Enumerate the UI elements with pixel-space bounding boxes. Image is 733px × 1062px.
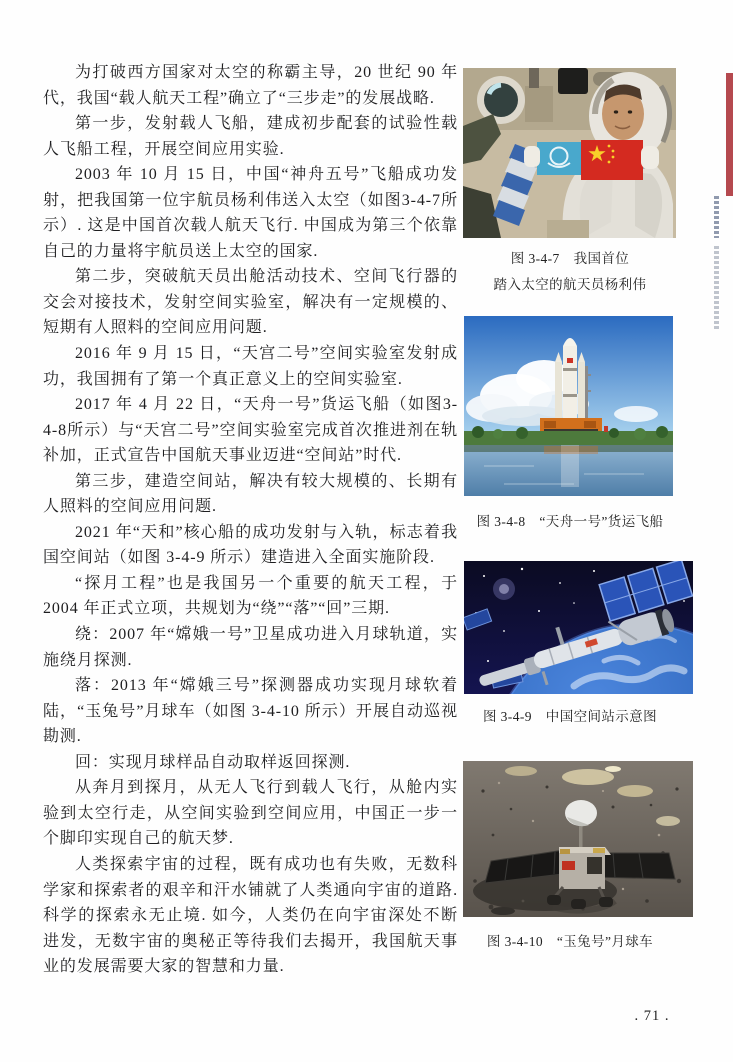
body-paragraph: 2021 年“天和”核心船的成功发射与入轨，标志着我国空间站（如图 3-4-9 所示）建造进入全面实施阶段. xyxy=(43,523,458,567)
body-paragraph: 落：2013 年“嫦娥三号”探测器成功实现月球软着陆，“玉兔号”月球车（如图 3-4-10 所示）开展自动巡视勘测. xyxy=(43,677,458,746)
figure-caption xyxy=(444,929,696,955)
main-text-column xyxy=(43,60,458,980)
page-number: . 71 . xyxy=(634,1008,670,1024)
edge-vertical-text-mark xyxy=(714,246,719,330)
caption-line: 图 3-4-8 “天舟一号”货运飞船 xyxy=(476,514,664,529)
chapter-marker-bar xyxy=(726,73,733,196)
body-paragraph: 从奔月到探月，从无人飞行到载人飞行，从舱内实验到太空行走，从空间实验到空间应用，中国正一步一个脚印实现自己的航天梦. xyxy=(43,779,458,848)
astronaut-yang-liwei-photo xyxy=(463,68,676,238)
yutu-lunar-rover-photo xyxy=(463,761,693,917)
edge-vertical-text-mark xyxy=(714,196,719,238)
china-space-station-illustration xyxy=(464,561,693,694)
body-paragraph: 2017 年 4 月 22 日，“天舟一号”货运飞船（如图3-4-8所示）与“天宫二号”空间实验室完成首次推进剂在轨补加，正式宣告中国航天事业迈进“空间站”时代. xyxy=(43,396,458,465)
figure-caption xyxy=(444,246,696,298)
body-paragraph: 2016 年 9 月 15 日，“天宫二号”空间实验室发射成功，我国拥有了第一个真正意义上的空间实验室. xyxy=(43,345,458,388)
figure-caption xyxy=(444,509,696,535)
body-paragraph: 人类探索宇宙的过程，既有成功也有失败，无数科学家和探索者的艰辛和汗水铺就了人类通向宇宙的道路. 科学的探索永无止境. 如今，人类仍在向宇宙深处不断进发，无数宇宙的奥秘正等待我们去揭开，我国航天事业的发展需要大家的智慧和力量. xyxy=(43,855,458,976)
caption-line: 图 3-4-10 “玉兔号”月球车 xyxy=(486,934,654,949)
body-paragraph: 第二步，突破航天员出舱活动技术、空间飞行器的交会对接技术，发射空间实验室，解决有一定规模的、短期有人照料的空间应用问题. xyxy=(43,268,458,337)
tianzhou-1-rocket-photo xyxy=(464,316,673,496)
caption-line: 图 3-4-7 我国首位 xyxy=(510,251,630,266)
caption-line: 踏入太空的航天员杨利伟 xyxy=(493,277,647,292)
caption-line: 图 3-4-9 中国空间站示意图 xyxy=(482,709,658,724)
body-paragraph: 2003 年 10 月 15 日，中国“神舟五号”飞船成功发射，把我国第一位宇航员杨利伟送入太空（如图3-4-7所示）. 这是中国首次载人航天飞行. 中国成为第三个依靠自己的力量将宇航员送上太空的国家. xyxy=(43,166,458,260)
body-paragraph: 第三步，建造空间站，解决有较大规模的、长期有人照料的空间应用问题. xyxy=(43,472,458,516)
body-paragraph: 回：实现月球样品自动取样返回探测. xyxy=(75,753,351,771)
body-paragraph: 第一步，发射载人飞船，建成初步配套的试验性载人飞船工程，开展空间应用实验. xyxy=(43,115,458,158)
body-paragraph: 为打破西方国家对太空的称霸主导，20 世纪 90 年代，我国“载人航天工程”确立了“三步走”的发展战略. xyxy=(43,64,458,107)
figure-caption xyxy=(444,704,696,730)
body-paragraph: “探月工程”也是我国另一个重要的航天工程，于2004 年正式立项，共规划为“绕”“落”“回”三期. xyxy=(43,574,458,618)
body-paragraph: 绕：2007 年“嫦娥一号”卫星成功进入月球轨道，实施绕月探测. xyxy=(43,626,458,669)
